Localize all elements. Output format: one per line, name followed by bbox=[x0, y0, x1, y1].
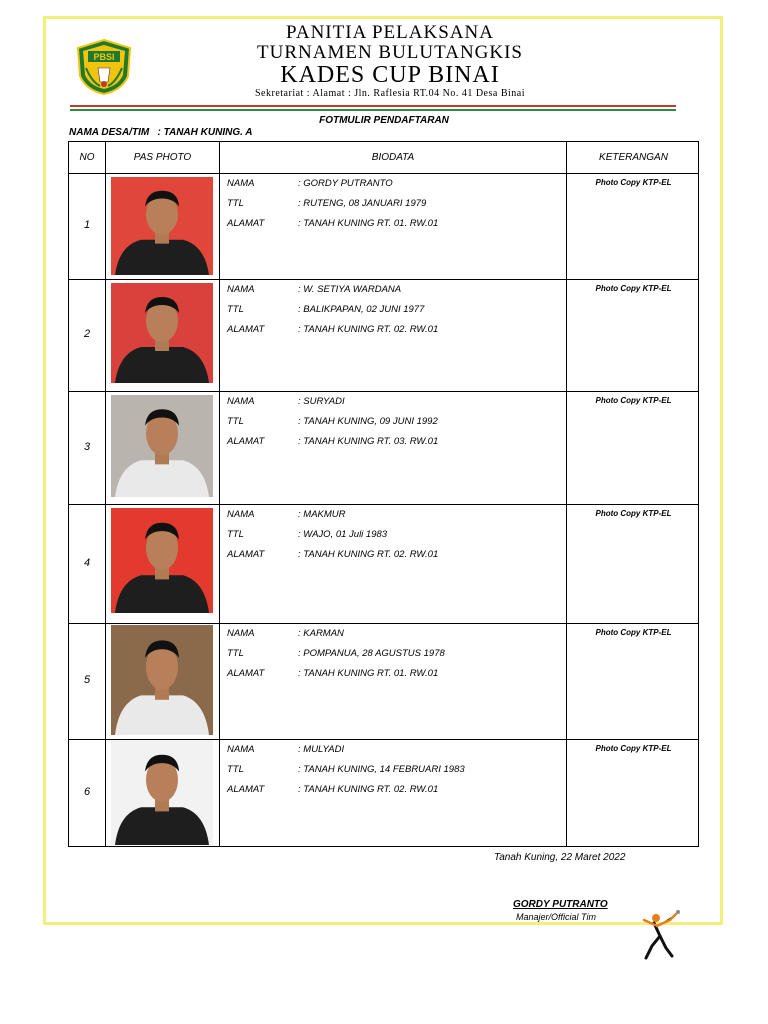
field-value-ttl: : RUTENG, 08 JANUARI 1979 bbox=[298, 198, 427, 209]
svg-text:PBSI: PBSI bbox=[93, 52, 115, 62]
field-label-nama: NAMA bbox=[227, 744, 255, 755]
field-value-nama: : MAKMUR bbox=[298, 509, 346, 520]
field-label-nama: NAMA bbox=[227, 178, 255, 189]
field-value-nama: : KARMAN bbox=[298, 628, 344, 639]
field-value-ttl: : WAJO, 01 Juli 1983 bbox=[298, 529, 388, 540]
field-label-ttl: TTL bbox=[227, 648, 244, 659]
keterangan-note: Photo Copy KTP-EL bbox=[595, 509, 672, 518]
field-value-ttl: : TANAH KUNING, 14 FEBRUARI 1983 bbox=[298, 764, 465, 775]
field-label-ttl: TTL bbox=[227, 764, 244, 775]
row-divider bbox=[69, 504, 698, 505]
field-value-nama: : SURYADI bbox=[298, 396, 345, 407]
header-address: Sekretariat : Alamat : Jln. Raflesia RT.04 No. 41 Desa Binai bbox=[255, 88, 525, 99]
header-pas-photo: PAS PHOTO bbox=[133, 152, 192, 163]
registration-table bbox=[68, 141, 699, 847]
field-value-alamat: : TANAH KUNING RT. 01. RW.01 bbox=[298, 218, 439, 229]
keterangan-note: Photo Copy KTP-EL bbox=[595, 396, 672, 405]
field-label-ttl: TTL bbox=[227, 198, 244, 209]
field-label-ttl: TTL bbox=[227, 529, 244, 540]
pas-photo bbox=[111, 283, 213, 383]
row-divider bbox=[69, 279, 698, 280]
pbsi-logo bbox=[74, 38, 134, 96]
row-number: 6 bbox=[83, 786, 91, 798]
desa-label: NAMA DESA/TIM : TANAH KUNING. A bbox=[69, 127, 253, 138]
col-divider bbox=[566, 142, 567, 846]
pas-photo bbox=[111, 625, 213, 735]
keterangan-note: Photo Copy KTP-EL bbox=[595, 284, 672, 293]
field-label-ttl: TTL bbox=[227, 416, 244, 427]
field-label-alamat: ALAMAT bbox=[227, 668, 265, 679]
col-divider bbox=[219, 142, 220, 846]
field-label-alamat: ALAMAT bbox=[227, 549, 265, 560]
field-value-nama: : W. SETIYA WARDANA bbox=[298, 284, 402, 295]
field-value-alamat: : TANAH KUNING RT. 03. RW.01 bbox=[298, 436, 439, 447]
header-no: NO bbox=[79, 152, 95, 163]
field-label-nama: NAMA bbox=[227, 509, 255, 520]
header-line-1: PANITIA PELAKSANA bbox=[286, 22, 494, 43]
row-divider bbox=[69, 391, 698, 392]
place-date: Tanah Kuning, 22 Maret 2022 bbox=[494, 852, 626, 863]
col-divider bbox=[105, 142, 106, 846]
field-value-ttl: : BALIKPAPAN, 02 JUNI 1977 bbox=[298, 304, 425, 315]
field-label-alamat: ALAMAT bbox=[227, 784, 265, 795]
field-label-alamat: ALAMAT bbox=[227, 218, 265, 229]
row-number: 4 bbox=[83, 556, 91, 569]
field-value-nama: : GORDY PUTRANTO bbox=[298, 178, 393, 189]
header-biodata: BIODATA bbox=[371, 152, 415, 163]
field-label-alamat: ALAMAT bbox=[227, 436, 265, 447]
pas-photo bbox=[111, 177, 213, 275]
header-keterangan: KETERANGAN bbox=[599, 152, 668, 163]
field-label-nama: NAMA bbox=[227, 284, 255, 295]
field-label-nama: NAMA bbox=[227, 628, 255, 639]
field-value-ttl: : TANAH KUNING, 09 JUNI 1992 bbox=[298, 416, 438, 427]
keterangan-note: Photo Copy KTP-EL bbox=[595, 744, 672, 753]
badminton-player-icon bbox=[632, 908, 682, 962]
row-number: 3 bbox=[83, 440, 91, 453]
row-number: 1 bbox=[83, 219, 91, 231]
form-title: FOTMULIR PENDAFTARAN bbox=[319, 115, 449, 126]
pas-photo bbox=[111, 395, 213, 497]
row-divider bbox=[69, 623, 698, 624]
pas-photo bbox=[111, 740, 213, 845]
field-value-ttl: : POMPANUA, 28 AGUSTUS 1978 bbox=[298, 648, 445, 659]
manager-name: GORDY PUTRANTO bbox=[513, 899, 608, 910]
row-number: 2 bbox=[83, 328, 91, 340]
field-value-nama: : MULYADI bbox=[298, 744, 345, 755]
field-value-alamat: : TANAH KUNING RT. 02. RW.01 bbox=[298, 324, 439, 335]
row-divider bbox=[69, 173, 698, 174]
keterangan-note: Photo Copy KTP-EL bbox=[595, 628, 672, 637]
field-value-alamat: : TANAH KUNING RT. 02. RW.01 bbox=[298, 549, 439, 560]
field-value-alamat: : TANAH KUNING RT. 01. RW.01 bbox=[298, 668, 439, 679]
header-line-2: TURNAMEN BULUTANGKIS bbox=[257, 42, 523, 63]
field-label-nama: NAMA bbox=[227, 396, 255, 407]
header-divider-red bbox=[70, 105, 676, 107]
header-line-3: KADES CUP BINAI bbox=[280, 62, 500, 88]
header-divider-green bbox=[70, 109, 676, 111]
field-value-alamat: : TANAH KUNING RT. 02. RW.01 bbox=[298, 784, 439, 795]
keterangan-note: Photo Copy KTP-EL bbox=[595, 178, 672, 187]
field-label-alamat: ALAMAT bbox=[227, 324, 265, 335]
row-number: 5 bbox=[83, 674, 91, 686]
field-label-ttl: TTL bbox=[227, 304, 244, 315]
manager-role: Manajer/Official Tim bbox=[516, 912, 596, 922]
pas-photo bbox=[111, 508, 213, 613]
